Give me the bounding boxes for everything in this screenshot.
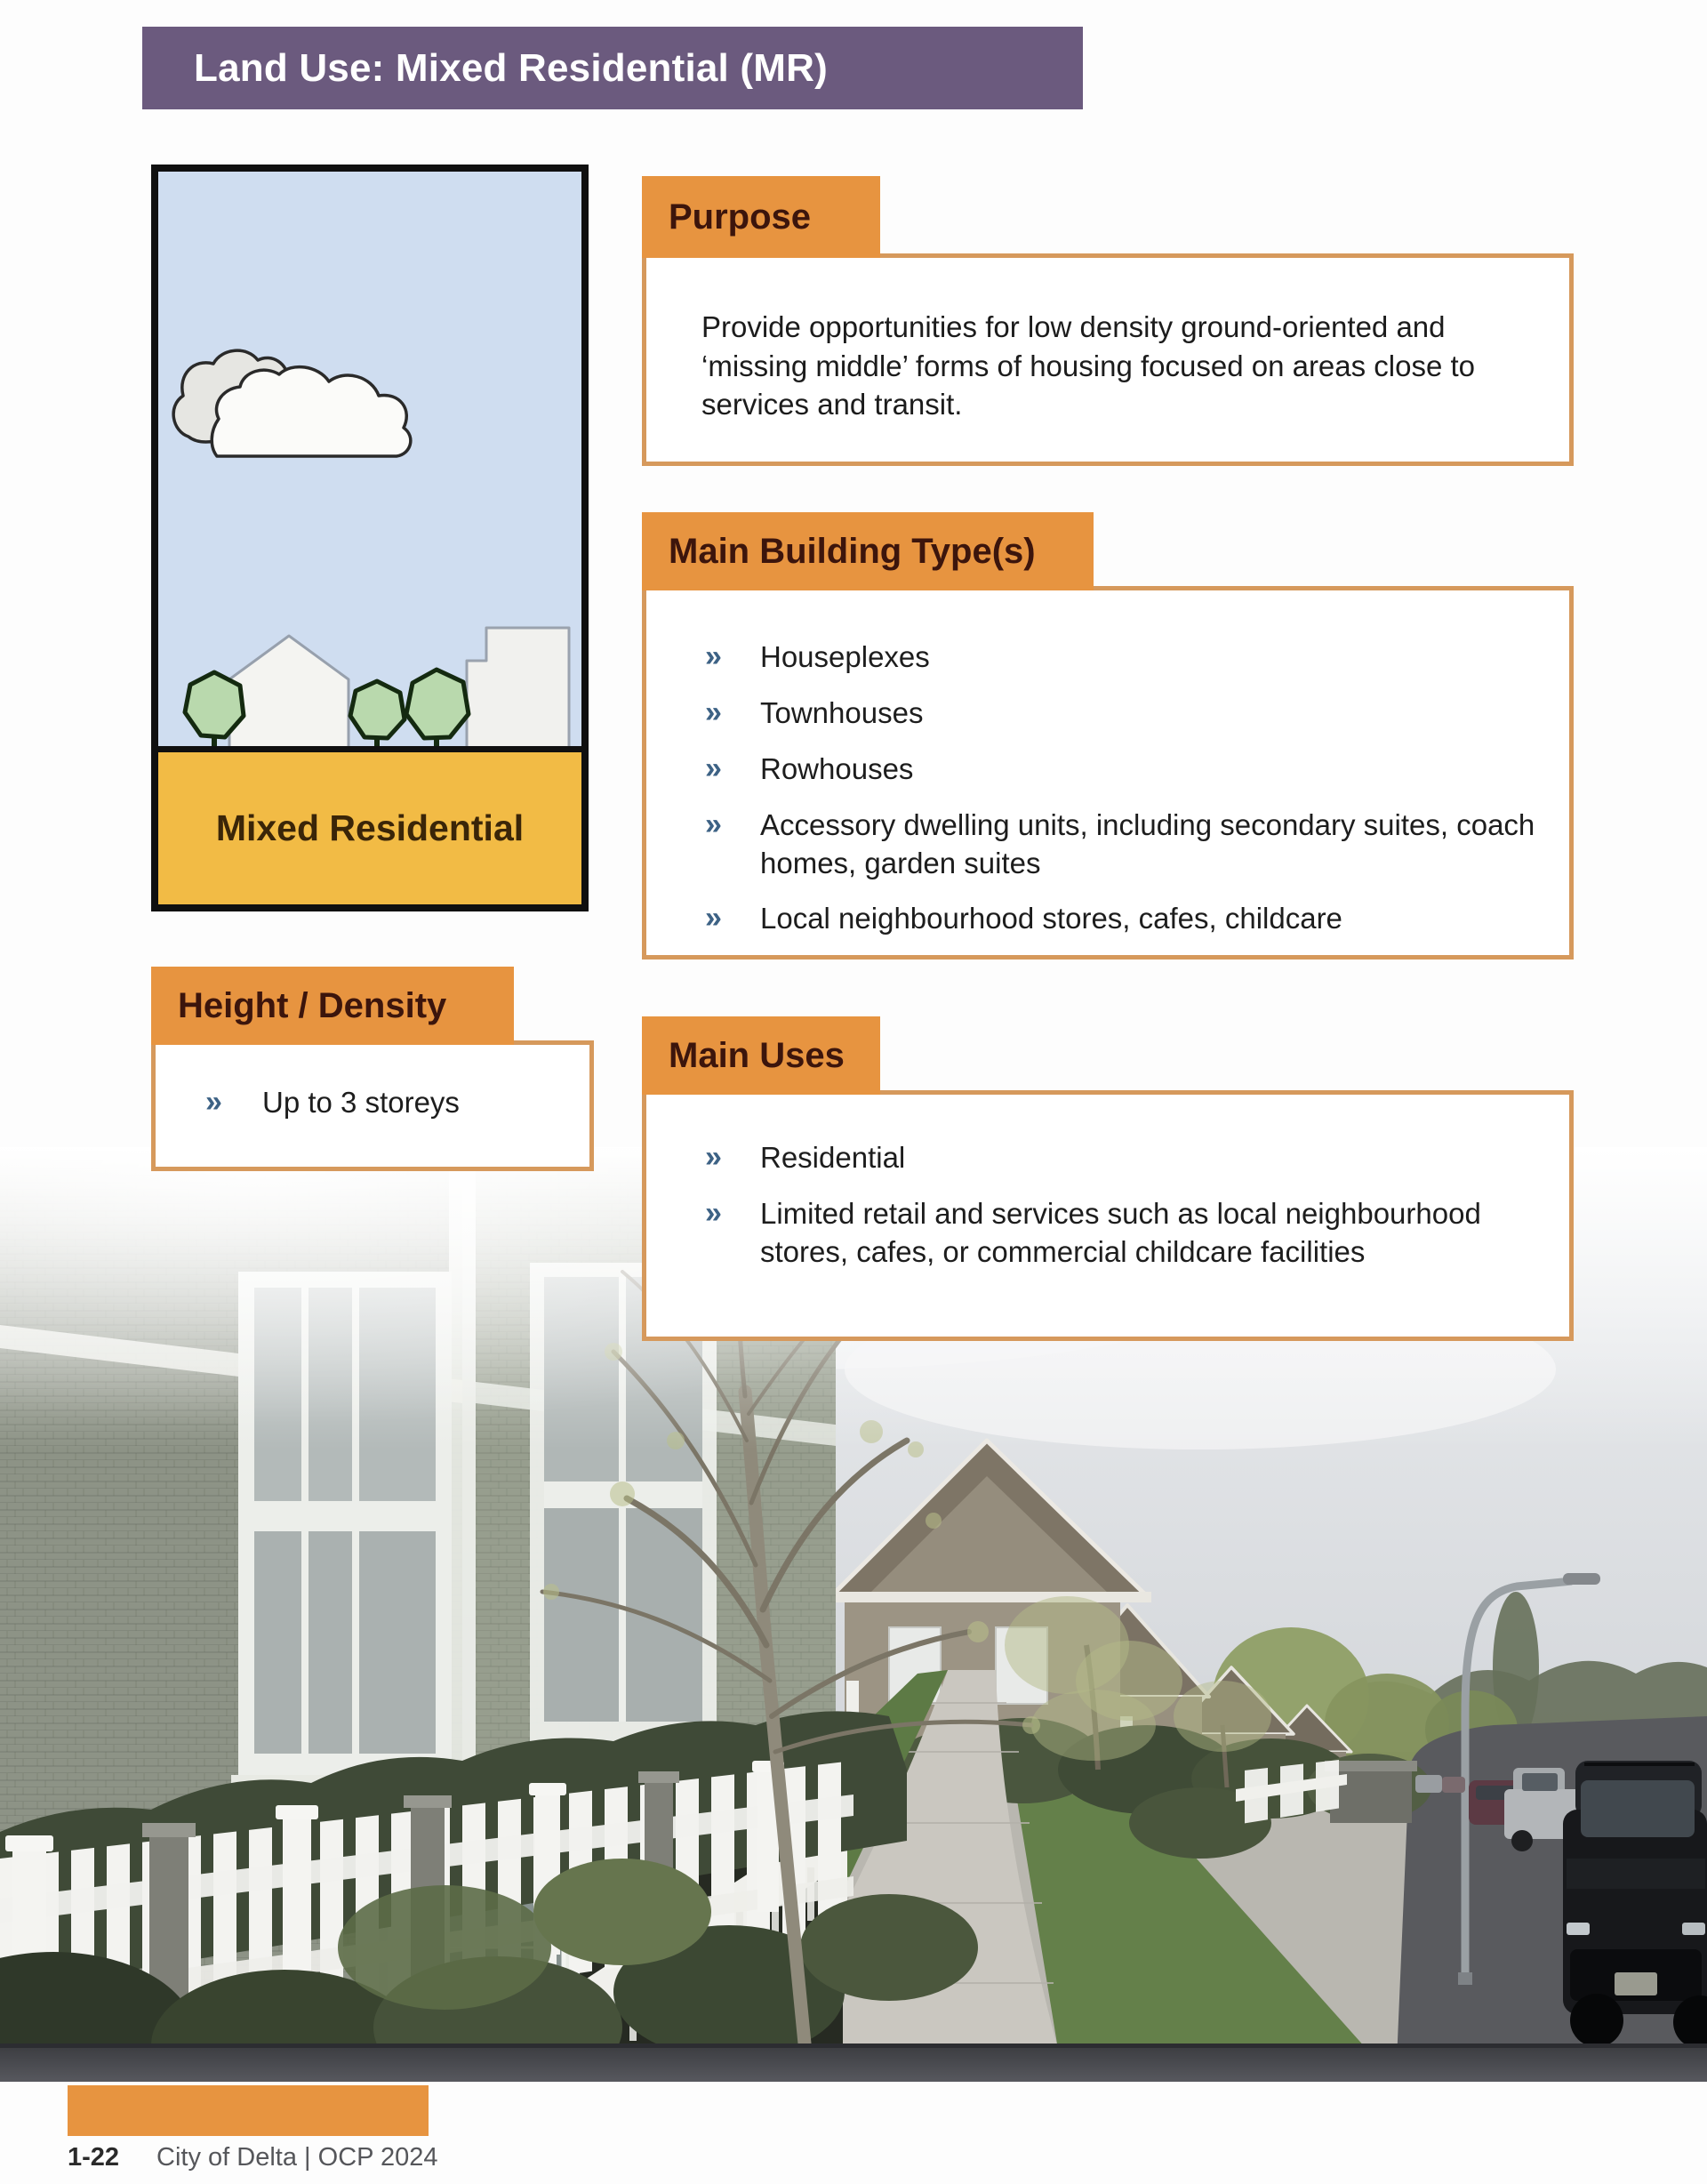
black-suv [1563, 1761, 1707, 2049]
chevrons-bullet-icon: » [705, 639, 722, 673]
main-uses-list [646, 1095, 1569, 1272]
section-box-purpose [642, 253, 1574, 466]
height-density-list [156, 1045, 589, 1122]
list-item: » Accessory dwelling units, including secondary suites, coach homes, garden suites [646, 807, 1544, 883]
list-item: » Residential [646, 1139, 1544, 1177]
photo-bottom-bar [0, 2043, 1707, 2082]
tree-icon [406, 670, 469, 751]
chevrons-bullet-icon: » [705, 1195, 722, 1230]
list-item: » Houseplexes [646, 638, 1544, 677]
page-title: Land Use: Mixed Residential (MR) [194, 45, 828, 90]
list-item: » Rowhouses [646, 751, 1544, 789]
footer [68, 2143, 438, 2172]
building-types-list [646, 590, 1569, 938]
chevrons-bullet-icon: » [705, 807, 722, 841]
chevrons-bullet-icon: » [205, 1085, 222, 1119]
land-use-illustration [151, 165, 589, 911]
list-item: » Limited retail and services such as local neighbourhood stores, cafes, or commercial childcare facilities [646, 1195, 1544, 1272]
purpose-body: Provide opportunities for low density ground-oriented and ‘missing middle’ forms of housing focused on areas close to services and transit. [701, 310, 1476, 422]
cloud-icon [212, 367, 411, 456]
document-title: City of Delta | OCP 2024 [156, 2143, 438, 2172]
section-header-purpose: Purpose [642, 176, 880, 258]
list-item: » Townhouses [646, 695, 1544, 733]
section-box-main-uses [642, 1090, 1574, 1341]
building-icon [467, 628, 569, 751]
list-item: » Local neighbourhood stores, cafes, childcare [646, 900, 1544, 938]
chevrons-bullet-icon: » [705, 695, 722, 729]
chevrons-bullet-icon: » [705, 1140, 722, 1174]
section-header-height-density: Height / Density [151, 967, 514, 1045]
page-number: 1-22 [68, 2143, 120, 2172]
chevrons-bullet-icon: » [705, 901, 722, 935]
footer-accent-bar [68, 2085, 429, 2136]
section-header-main-building-types: Main Building Type(s) [642, 512, 1094, 590]
page-title-banner [142, 27, 1083, 109]
chevrons-bullet-icon: » [705, 751, 722, 785]
section-box-main-building-types [642, 586, 1574, 960]
tree-icon [350, 681, 405, 751]
section-box-height-density [151, 1040, 594, 1171]
list-item: » Up to 3 storeys [156, 1084, 589, 1122]
house-icon [229, 636, 349, 751]
illustration-label: Mixed Residential [215, 807, 525, 848]
section-header-main-uses: Main Uses [642, 1016, 880, 1095]
